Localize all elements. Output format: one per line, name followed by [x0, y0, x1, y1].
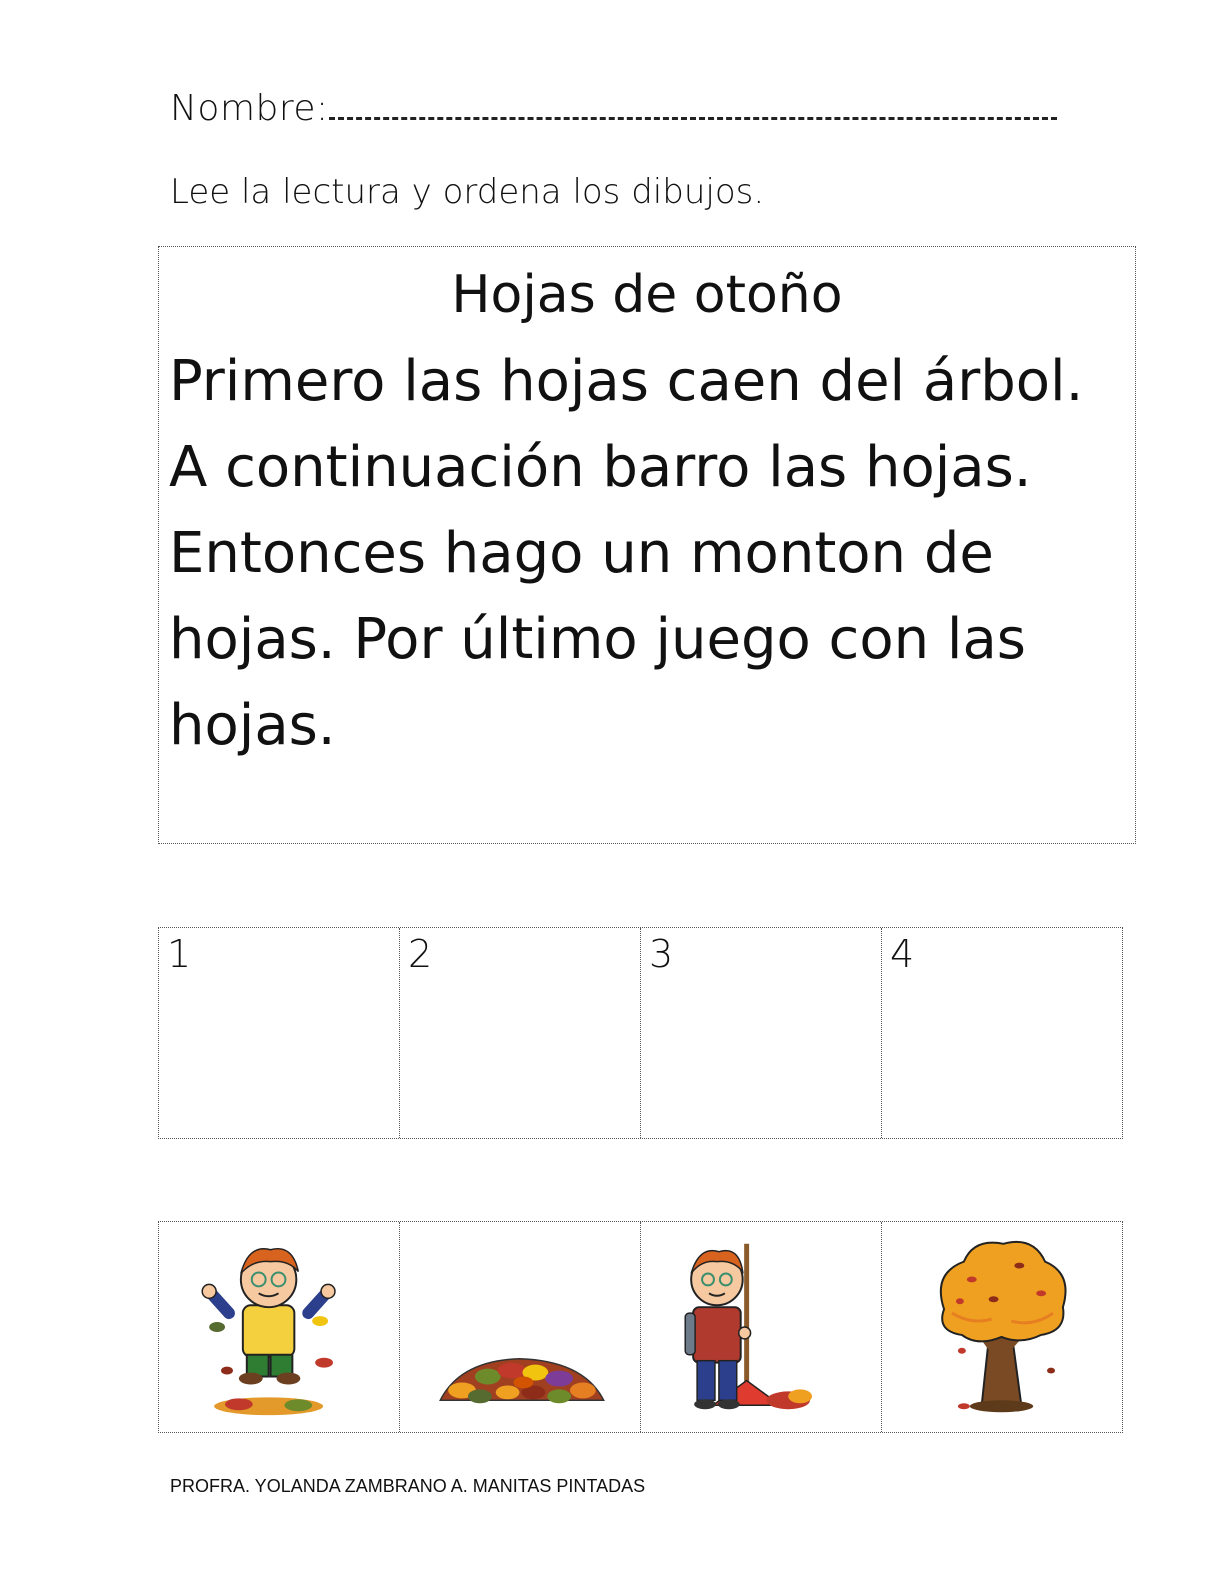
footer-credit: PROFRA. YOLANDA ZAMBRANO A. MANITAS PINTADAS: [170, 1476, 646, 1496]
name-label: Nombre:: [170, 88, 329, 129]
picture-grid: [158, 1221, 1123, 1433]
leaf-pile-icon: [400, 1222, 640, 1432]
picture-cell-3[interactable]: [641, 1222, 882, 1432]
sequence-number: 1: [167, 932, 192, 976]
reading-body: Primero las hojas caen del árbol. A continuación barro las hojas. Entonces hago un monton de hojas. Por último juego con las hojas.: [169, 349, 1084, 758]
picture-cell-4[interactable]: [882, 1222, 1122, 1432]
name-blank[interactable]: [329, 89, 1057, 120]
picture-cell-1[interactable]: [159, 1222, 400, 1432]
reading-box: [158, 246, 1136, 844]
sequence-number: 3: [649, 932, 674, 976]
sequence-box-2[interactable]: [400, 928, 641, 1138]
name-field[interactable]: [170, 88, 1057, 129]
sequence-box-4[interactable]: [882, 928, 1122, 1138]
sequence-box-1[interactable]: [159, 928, 400, 1138]
autumn-tree-icon: [882, 1222, 1122, 1432]
picture-cell-2[interactable]: [400, 1222, 641, 1432]
sequence-box-3[interactable]: [641, 928, 882, 1138]
boy-raking-icon: [641, 1222, 881, 1432]
sequence-grid: [158, 927, 1123, 1139]
reading-title: Hojas de otoño: [451, 265, 843, 325]
boy-playing-leaves-icon: [159, 1222, 399, 1432]
sequence-number: 4: [890, 932, 915, 976]
instruction-text: Lee la lectura y ordena los dibujos.: [170, 172, 765, 212]
sequence-number: 2: [408, 932, 433, 976]
